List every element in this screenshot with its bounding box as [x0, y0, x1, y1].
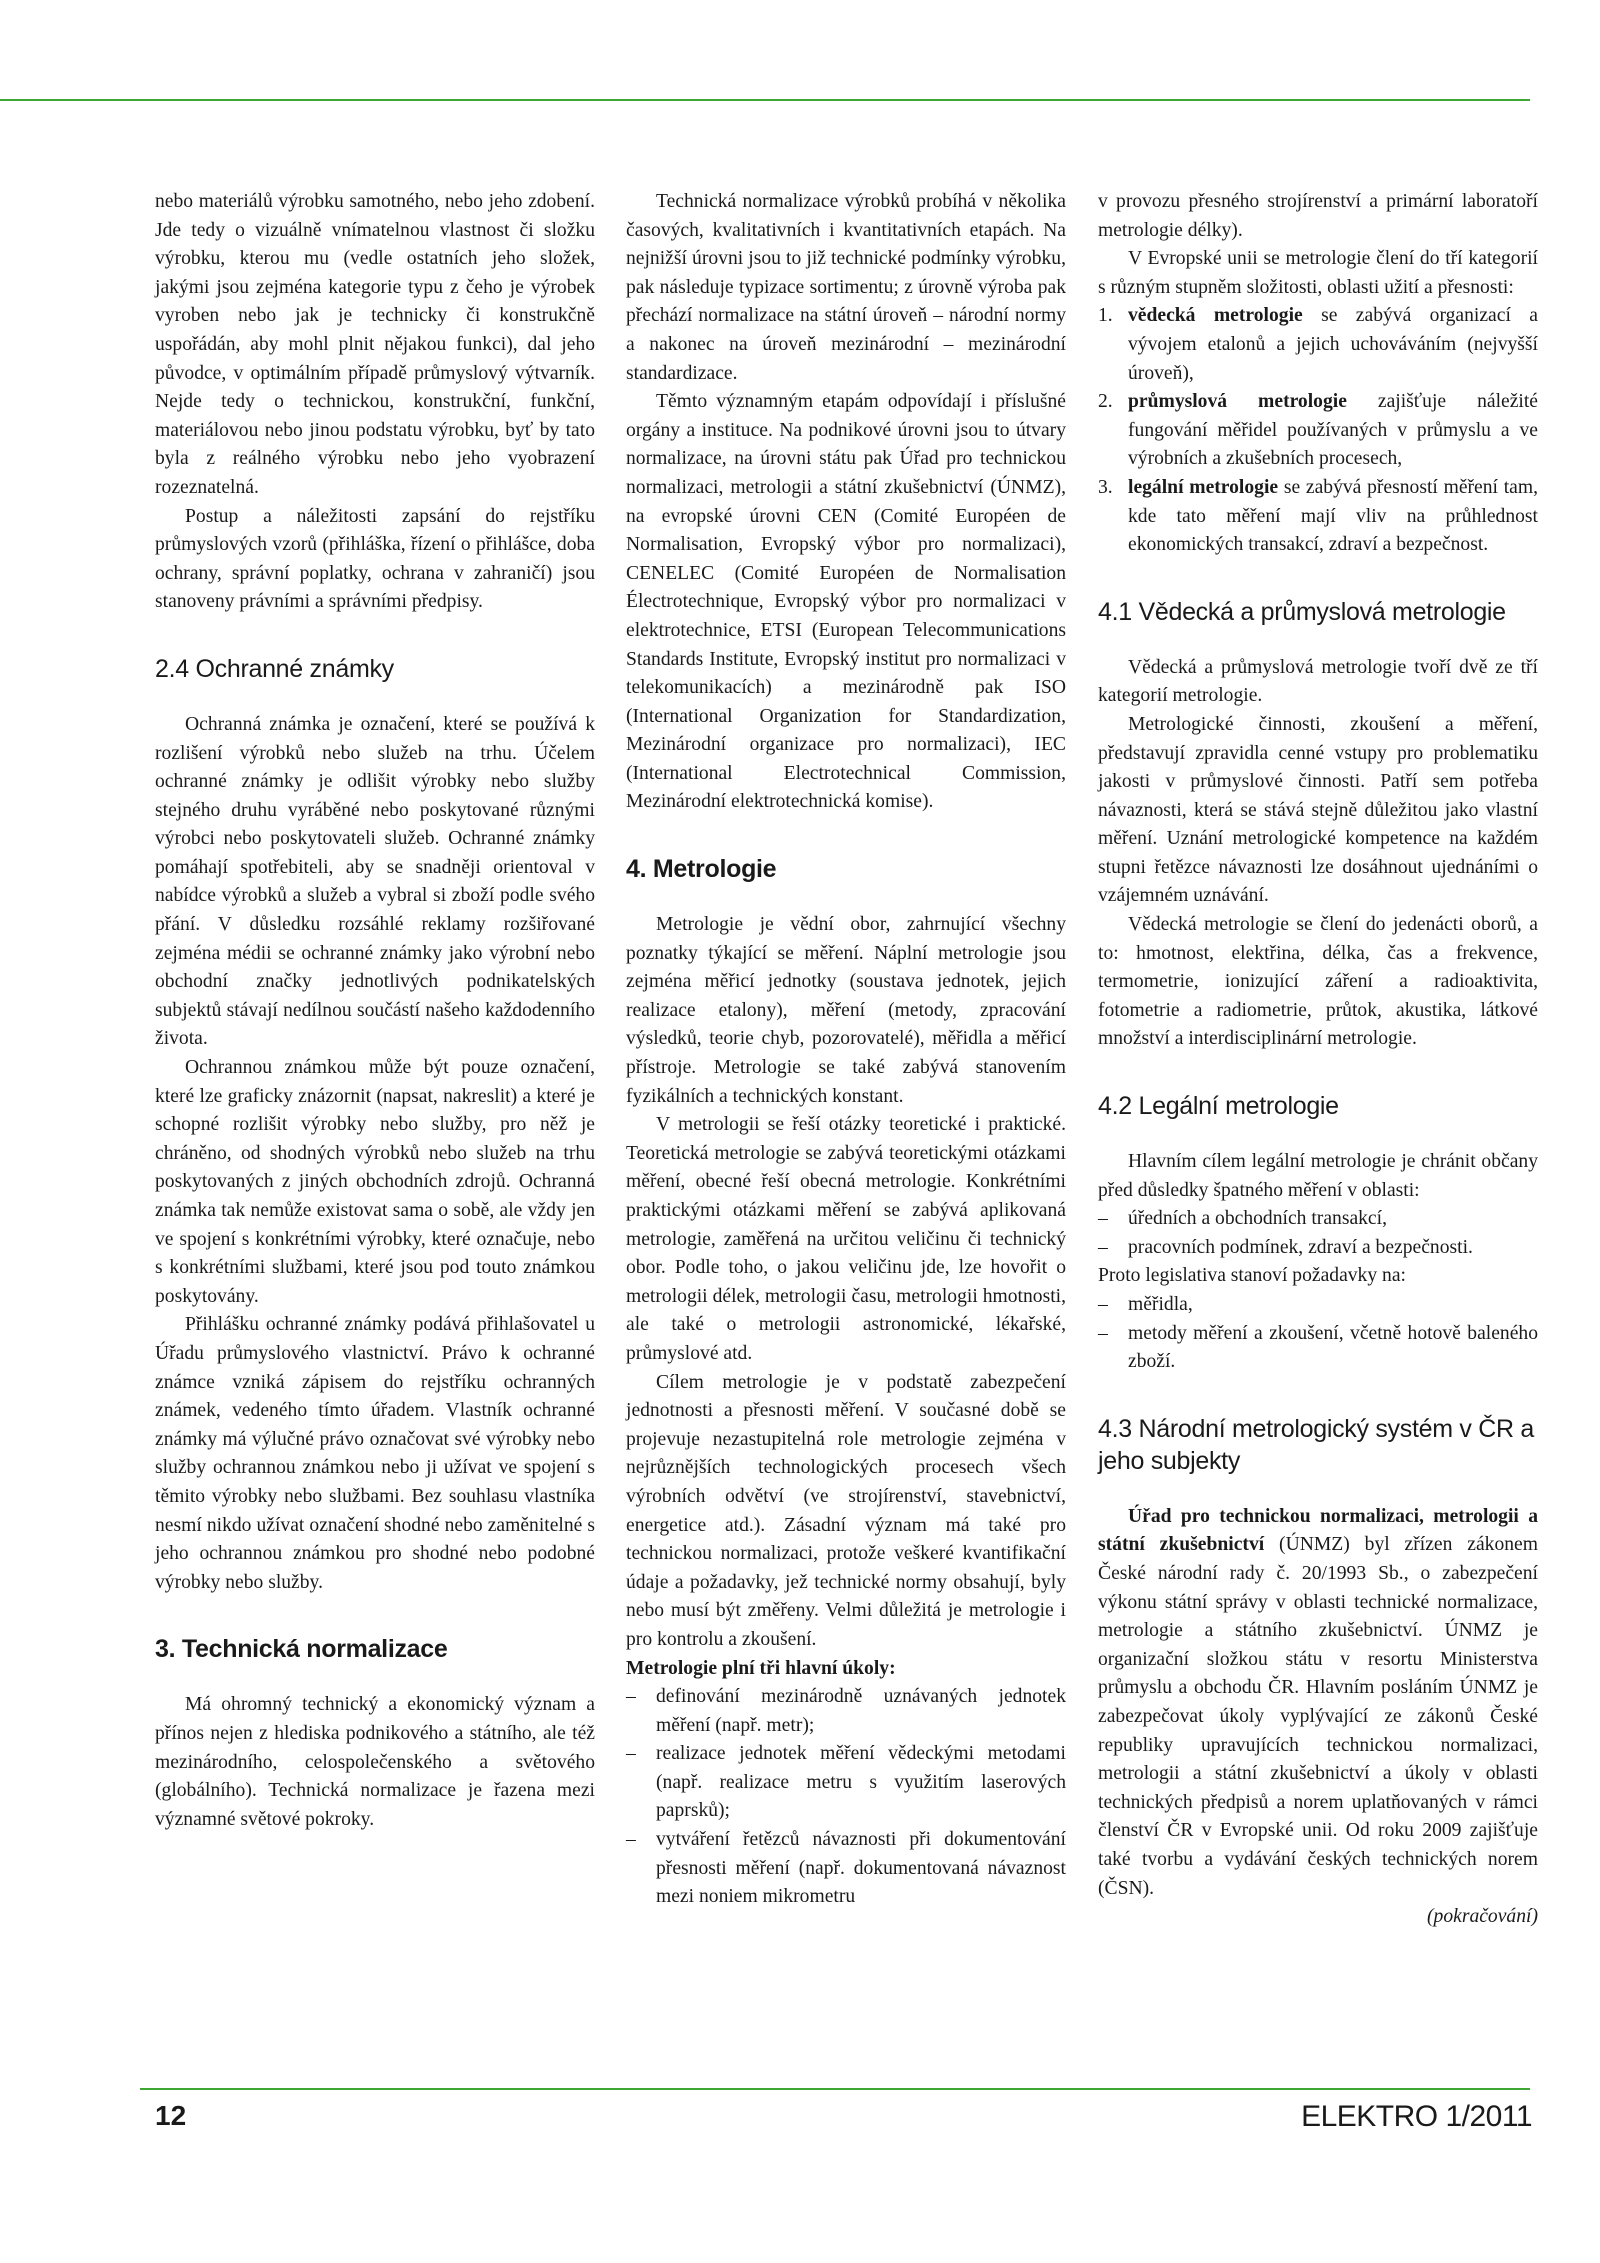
list-text: se zabývá přesností měření tam, kde tato měření mají vliv na průhlednost ekonomických transakcí, zdraví a bezpečnost.	[1128, 476, 1538, 556]
paragraph: Cílem metrologie je v podstatě zabezpečení jednotnosti a přesnosti měření. V současné době se projevuje nezastupitelná role metrologie zejména v nejrůznějších technologických procesech všech výrobních odvětví (ve strojírenství, stavebnictví, energetice atd.). Zásadní význam má také pro technickou normalizaci, protože veškeré kvantifikační údaje a požadavky, jež technické normy obsahují, byly nebo musí být změřeny. Velmi důležitá je metrologie i pro kontrolu a zkoušení.	[626, 1371, 1066, 1650]
categories-list	[1098, 302, 1538, 559]
bottom-accent-rule	[140, 2088, 1530, 2090]
paragraph: Vědecká a průmyslová metrologie tvoří dvě ze tří kategorií metrologie.	[1098, 656, 1538, 707]
section-heading-2-4: 2.4 Ochranné známky	[155, 654, 394, 683]
paragraph: V metrologii se řeší otázky teoretické i praktické. Teoretická metrologie se zabývá teoretickými otázkami měření, obecné řeší obecná metrologie. Konkrétními praktickými otázkami měření se zabývá aplikovaná metrologie, zaměřená na určitou veličinu či technický obor. Podle toho, o jakou veličinu jde, lze hovořit o metrologii délek, metrologii času, metrologii hmotnosti, ale také o metrologii astronomické, lékařské, průmyslové atd.	[626, 1114, 1066, 1364]
list-item: – realizace jednotek měření vědeckými metodami (např. realizace metru s využitím laserových paprsků);	[626, 1740, 1066, 1826]
paragraph: Přihlášku ochranné známky podává přihlašovatel u Úřadu průmyslového vlastnictví. Právo k ochranné známce vzniká zápisem do rejstříku ochranných známek, vedeného tímto úřadem. Vlastník ochranné známky má výlučné právo označovat své výrobky nebo služby ochrannou známkou nebo ji užívat ve spojení s těmito výrobky nebo službami. Bez souhlasu vlastníka nesmí nikdo užívat označení shodné nebo zaměnitelné s jeho ochrannou známkou pro shodné nebo podobné výrobky nebo služby.	[155, 1314, 595, 1593]
section-heading-4: 4. Metrologie	[626, 855, 777, 884]
paragraph: Postup a náležitosti zapsání do rejstříku průmyslových vzorů (přihláška, řízení o přihlášce, doba ochrany, správní poplatky, ochrana v zahraničí) jsou stanoveny právními a správními předpisy.	[155, 505, 595, 613]
tasks-list	[626, 1683, 1066, 1912]
paragraph: Ochrannou známkou může být pouze označení, které lze graficky znázornit (napsat, nakreslit) a které je schopné rozlišit výrobky nebo služby, pro něž je chráněno, od shodných výrobků nebo služeb na trhu poskytovaných z jiných obchodních zdrojů. Ochranná známka tak nemůže existovat sama o sobě, ale vždy jen ve spojení s konkrétními výrobky, které označuje, nebo s konkrétními službami, které jsou pod touto známkou poskytovány.	[155, 1057, 595, 1307]
list-term: legální metrologie	[1128, 476, 1279, 498]
paragraph-text: (ÚNMZ) byl zřízen zákonem České národní rady č. 20/1993 Sb., o zabezpečení výkonu státní správy v oblasti technické normalizace, metrologie a státního zkušebnictví. ÚNMZ je organizační složkou státu v resortu Ministerstva průmyslu a obchodu ČR. Hlavním posláním ÚNMZ je zabezpečovat úkoly vyplývající ze zákonů České republiky upravujících technickou normalizaci, metrologii a státní zkušebnictví a úkoly v oblasti technických předpisů a norem uplatňovaných v rámci členství ČR v Evropské unii. Od roku 2009 zajišťuje také tvorbu a vydávání českých technických norem (ČSN).	[1098, 1534, 1538, 1899]
requirements-list	[1098, 1291, 1538, 1377]
magazine-issue: ELEKTRO 1/2011	[1301, 2100, 1532, 2133]
list-item: – vytváření řetězců návaznosti při dokumentování přesnosti měření (např. dokumentovaná návaznost mezi noniem mikrometru	[626, 1826, 1066, 1912]
tasks-title: Metrologie plní tři hlavní úkoly:	[626, 1657, 896, 1679]
section-heading-3: 3. Technická normalizace	[155, 1635, 448, 1664]
paragraph: Proto legislativa stanoví požadavky na:	[1098, 1265, 1406, 1287]
list-item: – definování mezinárodně uznávaných jednotek měření (např. metr);	[626, 1683, 1066, 1740]
column-1	[155, 188, 595, 1834]
section-heading-4-3: 4.3 Národní metrologický systém v ČR a jeho subjekty	[1098, 1414, 1534, 1475]
section-heading-4-1: 4.1 Vědecká a průmyslová metrologie	[1098, 597, 1506, 626]
bold-lead: Úřad pro technickou normalizaci, metrologii a státní zkušebnictví	[1098, 1505, 1538, 1556]
paragraph: Metrologické činnosti, zkoušení a měření, představují zpravidla cenné vstupy pro problematiku jakosti v průmyslové činnosti. Patří sem potřeba návaznosti, která se stává stejně důležitou jako vlastní měření. Uznání metrologické kompetence na každém stupni řetězce návaznosti lze dosáhnout ujednáními o vzájemném uznávání.	[1098, 713, 1538, 907]
paragraph	[1098, 1503, 1538, 1903]
list-item	[1098, 474, 1538, 560]
paragraph: nebo materiálů výrobku samotného, nebo jeho zdobení. Jde tedy o vizuálně vnímatelnou vlastnost či složku výrobku, kterou mu (vedle ostatních jeho složek, jakými jsou zejména kategorie typu z čeho je výrobek vyroben nebo jak je technicky či konstrukčně uspořádán, aby mohl plnit nějakou funkci), dal jeho původce, v optimálním případě průmyslový výtvarník. Nejde tedy o technickou, konstrukční, funkční, materiálovou nebo jinou podstatu výrobku, byť by tato byla z reálného výrobku nebo jeho vyobrazení rozeznatelná.	[155, 191, 595, 498]
paragraph: Technická normalizace výrobků probíhá v několika časových, kvalitativních i kvantitativních etapách. Na nejnižší úrovni jsou to již technické podmínky výrobku, pak následuje typizace sortimentu; z úrovně výroba pak přechází normalizace na státní úroveň – národní normy a nakonec na úroveň mezinárodní – mezinárodní standardizace.	[626, 191, 1066, 384]
paragraph: Metrologie je vědní obor, zahrnující všechny poznatky týkající se měření. Náplní metrologie jsou zejména měřicí jednotky (soustava jednotek, jejich realizace etalony), měření (metody, zpracování výsledků, teorie chyb, pozorovatelé), měřidla a měřicí přístroje. Metrologie se také zabývá stanovením fyzikálních a technických konstant.	[626, 914, 1066, 1107]
areas-list	[1098, 1205, 1538, 1262]
list-item	[1098, 302, 1538, 388]
list-term: vědecká metrologie	[1128, 305, 1303, 327]
list-number: 1.	[1098, 305, 1113, 327]
list-term: průmyslová metrologie	[1128, 391, 1347, 413]
list-item: – pracovních podmínek, zdraví a bezpečnosti.	[1098, 1234, 1538, 1263]
list-item: – úředních a obchodních transakcí,	[1098, 1205, 1538, 1234]
paragraph: Těmto významným etapám odpovídají i příslušné orgány a instituce. Na podnikové úrovni jsou to útvary normalizace, na úrovni státu pak Úřad pro technickou normalizaci, metrologii a státní zkušebnictví (ÚNMZ), na evropské úrovni CEN (Comité Européen de Normalisation, Evropský výbor pro normalizaci), CENELEC (Comité Européen de Normalisation Électrotechnique, Evropský výbor pro normalizaci v elektrotechnice, ETSI (European Telecommunications Standards Institute, Evropský institut pro normalizaci v telekomunikacích) a mezinárodně pak ISO (International Organization for Standardization, Mezinárodní organizace pro normalizaci), IEC (International Electrotechnical Commission, Mezinárodní elektrotechnická komise).	[626, 391, 1066, 813]
list-text: se zabývá organizací a vývojem etalonů a jejich uchováváním (nejvyšší úroveň),	[1128, 305, 1538, 384]
section-heading-4-2: 4.2 Legální metrologie	[1098, 1092, 1339, 1121]
paragraph: Ochranná známka je označení, které se používá k rozlišení výrobků nebo služeb na trhu. Účelem ochranné známky je odlišit výrobky nebo služby stejného druhu vyráběné nebo poskytované různými výrobci nebo poskytovateli služeb. Ochranné známky pomáhají spotřebiteli, aby se snadněji orientoval v nabídce výrobků a služeb a vybral si zboží podle svého přání. V důsledku rozsáhlé reklamy rozšiřované zejména médii se ochranné známky jako výrobní nebo obchodní značky jednotlivých podnikatelských subjektů stávají nedílnou součástí našeho každodenního života.	[155, 713, 595, 1050]
paragraph: Má ohromný technický a ekonomický význam a přínos nejen z hlediska podnikového a státního, ale též mezinárodního, celospolečenského a světového (globálního). Technická normalizace je řazena mezi významné světové pokroky.	[155, 1694, 595, 1830]
paragraph: Hlavním cílem legální metrologie je chránit občany před důsledky špatného měření v oblasti:	[1098, 1151, 1538, 1201]
continued-note: (pokračování)	[1427, 1906, 1538, 1928]
list-number: 2.	[1098, 391, 1113, 413]
page-number: 12	[155, 2100, 187, 2131]
paragraph: v provozu přesného strojírenství a primární laboratoří metrologie délky).	[1098, 191, 1538, 241]
list-item: – metody měření a zkoušení, včetně hotově baleného zboží.	[1098, 1320, 1538, 1377]
list-number: 3.	[1098, 476, 1113, 498]
list-text: zajišťuje náležité fungování měřidel používaných v průmyslu a ve výrobních a zkušebních procesech,	[1128, 391, 1538, 470]
list-item	[1098, 388, 1538, 474]
paragraph: V Evropské unii se metrologie člení do tří kategorií s různým stupněm složitosti, oblasti užití a přesnosti:	[1098, 248, 1538, 298]
column-3	[1098, 188, 1538, 1932]
list-item: – měřidla,	[1098, 1291, 1538, 1320]
paragraph: Vědecká metrologie se člení do jedenácti oborů, a to: hmotnost, elektřina, délka, čas a frekvence, termometrie, ionizující záření a radioaktivita, fotometrie a radiometrie, průtok, akustika, látkové množství a interdisciplinární metrologie.	[1098, 914, 1538, 1050]
top-accent-rule	[0, 99, 1530, 101]
column-2	[626, 188, 1066, 1912]
